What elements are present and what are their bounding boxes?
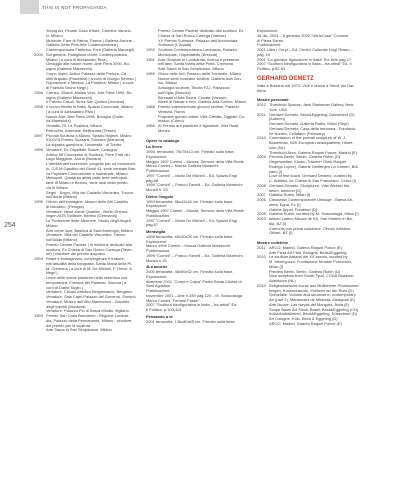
entry-text: Milano [46, 222, 58, 228]
page-number: 254 [4, 222, 16, 229]
entry-text: Gerhard Demetz, Casa della memoria - Fondazio- [269, 125, 357, 131]
work-detail-line: Pubblicazioni: [146, 212, 171, 218]
entry-text: Municipale, Ospedaletto (Brescia) [158, 51, 218, 57]
entry-text: Il nuovo ritratto in Italia, Spazio Comunale, Milano [46, 104, 133, 109]
entry-year: 1988 [146, 104, 155, 109]
entry-text: | a cura di Alessandro Riva | [46, 108, 95, 114]
spacer [257, 93, 379, 96]
entry-text: Scultura Contemporanea Lombarda, Palazzo [158, 47, 237, 52]
work-detail-line: Marzo Comini – Monza Galleria Manerchi [146, 163, 219, 169]
entry-text: Venature, Sala Capri Palazzo del Governo, Sondrio [46, 294, 136, 299]
entry-text: Segni - Sogni, Villa del Castello Visconteo, Trezzo [46, 189, 134, 195]
entry-text: Commission of the portrait sculpture of W. J. [269, 135, 347, 141]
section-heading-works: Opere in catalogo [146, 137, 180, 143]
work-detail-line: novembre 2001 – Arte n.339 pag.120 – M. Sciaccaluga [146, 292, 243, 298]
entry-text: Il Premio Casoli, Serra San Quirico (Ancona) [46, 99, 125, 105]
exhibition-continued-line: Sulmona (L'Aquila) [158, 42, 192, 48]
entry-text: Le Proiezione delle Memorie, Studio degli Angeli, [46, 218, 132, 223]
entry-text: L'identità dell'eccezione: progetto per un monumen- [46, 161, 137, 166]
work-detail-line: Maggio 1997 Comini – Monza, Serrone della Villa Reale [146, 208, 244, 213]
entry-year: 1998 [34, 104, 43, 109]
entry-text: sull'Adda (Milano) [46, 194, 78, 200]
entry-text: Galleria Della Pina Arte Contemporanea | [46, 42, 119, 48]
entry-text: Premio internazionale giovani scultori, Palazzo [158, 104, 240, 109]
entry-text: Preview Berlin, Berlin, Galleria Rubin (D) [269, 154, 341, 160]
entry-text: Preview Berlin, Berlin, Galleria Rubin (D) [269, 268, 341, 274]
entry-text: dia, Palazzo della Permanente, Milano · vincitore [46, 317, 132, 323]
artist-bio-line: Nato a Bolzano nel 1972. Vive e lavora a Selva Val Gar- [257, 82, 355, 88]
work-detail-line: Marco Comini "Femme Fatale" [146, 297, 200, 303]
entry-text: Premio San Carlo Borromeo - Regione Lombar- [46, 313, 130, 318]
entry-text: temporanea, Fornace del Palamar, Savona | a [46, 279, 127, 285]
entry-text: masco (Como) [158, 118, 184, 124]
entry-year: 1995 [34, 199, 43, 204]
entry-text: Love at first touch. Gerhard Demetz, curated by [269, 173, 352, 179]
entry-text: Art (part 2), Mariarosini de Miranda, Zaragoza (E) [269, 297, 356, 302]
entry-text: Al Premio arti plastiche e figurative, Villa Reali, [158, 123, 240, 128]
entry-text: Venature, Palazzo Pio di Barca d'Italia, Vigliano [46, 308, 129, 314]
work-detail-line: dicembre 2001 "Corpo e Colpa" Pietra Santa Chiesa di [146, 278, 242, 284]
work-detail-line: 2001 terracotta, 136x80x65 cm. Firmato sulla base. [146, 318, 236, 324]
entry-text: Venezia, Roma [158, 108, 185, 114]
entry-text: Gerhard Demetz, Galleria Rubin, Milan (Sept) [269, 121, 349, 126]
work-detail-line: Monza n. 29 [146, 187, 168, 192]
entry-text: nell'attualità della fotografia, Santa Maria della Pi- [46, 260, 133, 266]
entry-text: ARCO, Madrid, Galería Raquel Ponce (E) [269, 320, 342, 326]
exhibition-continued-line: Premio Cesare Pavese dedicato alla scultura, Ex [158, 29, 244, 33]
entry-text: sull'Oglio (Brescia) [158, 89, 191, 95]
entry-year: 1991 [146, 56, 155, 62]
exhibition-line: pag. 19 [257, 51, 271, 57]
work-detail-line: 2000 terracotta, 48x60x32 cm. Firmato sulla base. [146, 269, 234, 274]
entry-text: Galleria Rubin, Milan (I) [269, 192, 311, 198]
entry-text: York, USA [269, 106, 288, 112]
entry-text: Nuove Arte, Arte Fiera 1998, Bologna (Galle- [46, 113, 125, 119]
entry-text: Ventotto 20, La Postiera, Milano [46, 123, 102, 128]
entry-year: 2008 [257, 182, 266, 188]
entry-text: dia, BZ (I) [269, 220, 287, 226]
entry-text: Threshold Area, Galeria Raquel Ponce, Madrid (E) [269, 149, 357, 155]
entry-year: 2005 [257, 211, 266, 217]
entry-text: logna (Galleria Marescchi) [46, 94, 92, 100]
entry-text: Arte Giovane in Lombardia, ricerca e presenze [158, 56, 240, 62]
entry-text: Gioco delle Arti, Palazzo della Triennale, Milano [158, 70, 242, 76]
exhibition-continued-line: Chiesa di San Rocco,Carrega (Varese) [158, 32, 226, 38]
entry-year: 1989 [146, 70, 155, 76]
work-detail-line: pag.68 [146, 177, 159, 183]
entry-text: Corpo libero, Antico Palazzo della Pretura, Ca- [46, 70, 128, 76]
entry-text: Milan (I) [269, 263, 284, 269]
entry-year: 2012 [257, 102, 266, 107]
entry-text: sena, Egna, Ez (I) [269, 201, 301, 207]
entry-text: Monza [158, 127, 170, 133]
entry-text: Arte Nuove, Las Navas del Marqués, Ávila (E) [269, 301, 350, 307]
entry-text: Alberi di Natale e non, Galleria Ada Zunino, Milano [158, 99, 247, 105]
entry-text: Young Art, Finarte Casa d'Aste, Carmine Vanvuc- [46, 29, 132, 33]
entry-text: di Fabrizio Bruno Negri | [46, 85, 89, 90]
entry-text: Biennale d'Arte Sacra, Cesate (Varese) [158, 94, 227, 100]
entry-year: 2010 [257, 254, 266, 260]
entry-text: degli Ippoliti (Mantova) [46, 303, 86, 309]
exhibition-entry [146, 129, 251, 134]
entry-text: ne) | vincitore del premio acquisto [46, 251, 105, 257]
entry-text: Artelor 96 Conorsese di Scultura, Fiere Ente del [46, 151, 130, 157]
exhibitions-label: Esposizioni: [257, 29, 279, 33]
entry-text: Milano | a cura di Alessandro Riva | [46, 56, 108, 62]
entry-text: Scope Basel Art Show, Basel, Beck&Eggeling (CH) [269, 306, 359, 312]
entry-year: 2007 [257, 192, 266, 198]
exhibition-line: 16 dic. 2001 – 6 gennaio 2002 "Ultra/Cose" Comune [257, 32, 349, 38]
entry-text: sum (NL) [269, 144, 286, 150]
entry-text: tane di Milano e Berlino, varie sedi della provin- [46, 180, 129, 185]
entry-text: Zeitgenössische Kunst aus Müllheimer Privatsamm- [269, 282, 360, 288]
artist-bio-line: dena. [257, 87, 267, 93]
entry-text: Premio Cesare Pavese | III edizione dedicato alla [46, 241, 132, 247]
exhibition-line: 2001 "La giovane figurazione in Italia" Ed. Arte pag.17 [257, 56, 352, 62]
entry-year: 2009 [257, 154, 266, 160]
entry-text: La squarta questione, Università · di Trento [46, 142, 122, 147]
entry-text: Antologia scultore, Studio F22, Palazzolo [158, 85, 230, 90]
entry-text: Istituto Ladino Micurà de Rü, San Martino in Ba- [269, 216, 353, 221]
entry-text: Proposte giovani artisti, Villa Camilla, Oggiate Co- [158, 113, 246, 119]
entry-text: logna (Galleria Marescchi) [46, 66, 92, 71]
work-detail-line: Esposizioni: [146, 203, 168, 209]
work-detail-line: 1999 "Comini" – Franco Fanelli – Ed. Galleria Manerchi [146, 252, 243, 258]
entry-text: Comunis con prima colazione, Circolo Artistico, [269, 225, 352, 231]
entry-text: tà, Cremona | a cura di M. De Micheli, F. Renzi, A. [46, 265, 134, 271]
entry-text: Individualität/mind, Beck&Eggeling, Düsseldorf (D) [269, 311, 357, 317]
entry-text: Venature, Neue Kunst Quartier - Berlin Dhema- [46, 208, 129, 214]
entry-text: ARCO, Madrid, Galería Raquel Ponce (E) [269, 244, 342, 250]
entry-text: Venature, Museo dell'Alto Mantovano - Gazoldo [46, 298, 130, 304]
entry-year [257, 231, 269, 236]
entry-year: 2003 [257, 216, 266, 221]
work-detail-line: Esposizioni: [146, 273, 168, 279]
entry-text: Venature, Circolo Artistico Bergamasco, Bergamo [46, 289, 133, 295]
work-detail-line: pag.67 [146, 222, 159, 228]
entry-text: cia di Milano [46, 184, 68, 190]
work-detail-line: 1998 terracotta, 66x30x25 cm. Firmato sulla base. [146, 233, 234, 239]
entry-text: cura di Dante Taglio | [46, 284, 83, 290]
entry-text: seum, Iserlohn (D) [269, 187, 302, 193]
entry-text: Rodrigo Lopez), Galerie Geifiergen La Gomeri, Bol- [269, 163, 359, 169]
entry-text: sull'Adda (Milano) [46, 237, 78, 242]
spacer [257, 236, 379, 239]
entry-year [34, 328, 46, 333]
work-detail-line: 1997 "Comini" – Mario De Micheli – Ed. Spazio Engi [146, 217, 237, 223]
exhibition-entry [257, 322, 379, 327]
entry-year: 1993 [34, 313, 43, 318]
entry-text: Apeldoorn (NL) [269, 278, 296, 283]
entry-text: nell'arte, Santa Maria della Pietà, Cremona [158, 61, 233, 67]
entry-text: Cleonasta Contemporanée Ulmulge - Baesa Ab- [269, 197, 354, 202]
entry-text: Ottovo dell'immagine, Museo delle Arti Castello [46, 199, 129, 204]
entry-text: ria Marescchi) [46, 118, 71, 124]
work-detail-line: 1994, terracotta, 75x75x13 cm. Firmato sulla base. [146, 149, 235, 154]
work-detail-line: Marzo 1999 Comini – Monza Galleria Marescchi [146, 243, 231, 249]
work-detail-line: Esposizioni: [146, 153, 168, 159]
entry-year: 1997 [34, 132, 43, 138]
entry-year: 1992 [146, 47, 155, 52]
entry-text: Nine sculptors from South Tyrol, CODA Museum, [269, 273, 355, 279]
entry-year: 1996 [34, 146, 43, 152]
entry-text: Nuove serie nostrane scultori, Galleria Ada Zun- [158, 75, 242, 81]
entry-text: di Noclaino, (Perugia) [46, 203, 84, 209]
entry-text: lungen, Kunstmuseum, Mülheim an der Ruhr (D) [269, 287, 354, 293]
entry-text: Retrovirtu, Artemide, Bellinzona (Tessin) [46, 127, 117, 133]
entry-text: Contemporanea Fabbrica, Forti (Galleria Marcegli) [46, 47, 134, 52]
entry-text: Gerhard Demetz, Beck&Eggeling, Düsseldorf (D) [269, 111, 355, 117]
entry-year: 2010 [257, 135, 266, 141]
entry-text: Sul generis, Padiglione d'Arte Contemporanea, [46, 51, 128, 57]
entry-year: 1986 [146, 123, 155, 128]
work-title: La Serra [146, 144, 162, 150]
work-detail-line: 1994 terracotta, 96x42x16 cm. Firmato sulla base. [146, 198, 234, 204]
entry-text: Venature, Ex Ospedale Soave, Codogno [46, 146, 117, 152]
entry-year: 2011 [257, 111, 266, 117]
work-detail-line: Sant'Agostino [146, 283, 171, 289]
work-detail-line: 2007 "Scultura Neofigurativa in Italia – tra artisti" Ed. [146, 302, 238, 308]
entry-text: lingen AGS Gelände, Berlino (Germania) [46, 213, 118, 219]
entry-text: ne Nordici, Cellatano (February) [269, 130, 326, 136]
running-title: THIS IS NOT PROPAGANDA [42, 4, 107, 10]
entry-text: Arte Fiera Art First, Bologna, Beck&Eggeling [269, 249, 347, 255]
entry-text: ca Popolare Commerciale e Industriale, Milano [46, 170, 128, 176]
header-color-block [20, 0, 39, 14]
entry-year: 2011 [257, 244, 266, 250]
entry-text: M. Meneguzzo, Fondazione Arnaldo Pomodoro, [269, 259, 353, 264]
entry-text: Negri | [46, 270, 58, 276]
entry-text: Art Cologne, Köln, Beck & Eggeling (D) [269, 316, 338, 321]
entry-text: Figurazione e Mimica, La Postiera, Milano | a cura [46, 80, 134, 86]
exhibition-line: 2007 "Scultura Neofigurativa in Italia – tra artisti" Ed. Il [257, 61, 352, 67]
entry-year: 2010 [257, 282, 266, 288]
entry-text: ino, Milano [158, 80, 178, 86]
entry-text: Lago Maggiore, Arona (Novara) [46, 156, 102, 162]
entry-text: Corneo, Gilardi, Mulasi Vero, Arte Fiera 1999, Bo- [46, 89, 133, 95]
entry-text: Linee delle scene plastiche nella ceramica con- [46, 275, 129, 280]
entry-text: zano (I) [269, 168, 283, 174]
exhibition-entry [257, 231, 379, 236]
exhibition-entry [34, 328, 139, 333]
entry-text: [Autumn] [269, 116, 285, 122]
entry-year [257, 322, 269, 327]
work-detail-line: Pubblicazioni: [146, 248, 171, 253]
work-detail-line: Pubblicazioni: [146, 168, 171, 173]
artist-name: GERHARD DEMETZ [257, 75, 314, 82]
exhibition-line: Politico, p.82-83 [257, 66, 286, 71]
catalogue-column-2 [146, 29, 251, 379]
biography-column-3 [257, 29, 379, 477]
work-detail-line: Il Politico, p.100-101 [146, 307, 182, 312]
spacer [146, 134, 251, 137]
exhibition-continued-line: XX Premio Sulmona, Palazzo dell'Annunziata, [158, 37, 239, 43]
work-title: Meraviglia [146, 229, 166, 234]
entry-text: ci, Milano [46, 32, 63, 38]
work-detail-line: Monza n.25 [146, 257, 167, 263]
entry-text: Venature, Villa del Castello Visconteo, Trezzo [46, 232, 126, 238]
entry-text: Museum: Fare di Palma, Parma | Galleria Arnone – [46, 37, 136, 43]
entry-year [146, 129, 158, 134]
entry-text: to, C.S.M.Giardino dei Giusti 41, sede centrale Ban- [46, 165, 137, 171]
entry-text: Arte Sacra in San Simpliciano, Milano [158, 66, 224, 71]
entry-text: Le sculture italiane del XX secolo, curated by [269, 254, 348, 260]
exhibition-line: di Pietra Santa [257, 37, 283, 43]
entry-text: del premio per la scultura [46, 322, 91, 328]
entry-text: Gegenwelten: Kinder-Träume* Gleih Raquel [269, 159, 346, 164]
work-title: 4La amiche [146, 264, 168, 270]
entry-text: Ortisei, BZ (I) [269, 230, 293, 236]
entry-text: Piccola Scultura a Milano, Spazio Hajech, Milano [46, 132, 132, 138]
work-title: Dietro l'angolo [146, 193, 174, 199]
entry-text: Galerie Appel, Frankfurt (D) [269, 206, 318, 212]
entry-text: scultura, Ex Chiesa di San Rocco Carrega (Taver- [46, 246, 134, 252]
entry-text: Arte come luce, Basilica di Sant'Ambrogio, Milano [46, 227, 133, 233]
work-detail-line: 1997 "Comini" – Mario De Micheli – Ed. Spazio Engi [146, 172, 237, 178]
entry-year: 1994 [34, 256, 43, 261]
work-detail-line: Maggio 1997 Comini – Monza, Serrone della Villa Reale [146, 158, 244, 164]
entry-text: Metropoli. Quaranta artisti dalle aree metropoli- [46, 175, 129, 181]
entry-year: 2000 [34, 51, 43, 57]
exhibition-line: 2001 Ultra | Corpi – Ed. Centro Culturale Luigi Russo – [257, 47, 353, 52]
entry-year: 2006 [257, 197, 266, 202]
page-header [0, 0, 403, 14]
entry-text: Galleria Rubin, curated by M. Sciaccaluga, Milan (I) [269, 211, 359, 217]
entry-text: stell'Arquato (Piacenza) | a cura di Giorgio Seveso | [46, 75, 136, 81]
work-title: Pensando a te [146, 313, 173, 319]
entry-text: Gerhard Demetz. Skulpturen, Villa Wessel Mu- [269, 182, 351, 188]
exhibition-line: Pubblicazioni: [257, 42, 282, 48]
exhibitions-column-1 [34, 29, 139, 477]
entry-text: C. Arbitino, ex Chiesa di San Francesco, Como (I) [269, 178, 357, 183]
section-heading-group: Mostre collettive [257, 240, 289, 245]
work-detail-line: Esposizioni: [146, 238, 168, 244]
entry-text: Arte Sacra in San Simpliciano, Milano [46, 327, 112, 333]
entry-text: Grenzfälle: Volume and structure in contemporary [269, 292, 356, 298]
work-detail-line: Pubblicazioni: [146, 288, 171, 293]
section-heading-solo: Mostre personali [257, 97, 289, 103]
entry-year: 1999 [34, 89, 43, 95]
work-detail-line: 1999 "Comini" – Franco Fanelli – Ed. Galleria Manerchi [146, 182, 243, 188]
entry-text: Omaggio alle nature morte, Arte Fiera 2000, Bo- [46, 61, 131, 67]
entry-text: Reale e immaginario, convergenza e fratture [46, 256, 124, 261]
entry-text: XXXVIII Premio Suzzara, Suzzara (Mantova) [46, 137, 125, 143]
entry-text: Threshold Spaces, Jack Shainman Gallery, New [269, 102, 354, 107]
entry-text: Bowerman, IWK European headquarters, Hilver- [269, 140, 354, 145]
